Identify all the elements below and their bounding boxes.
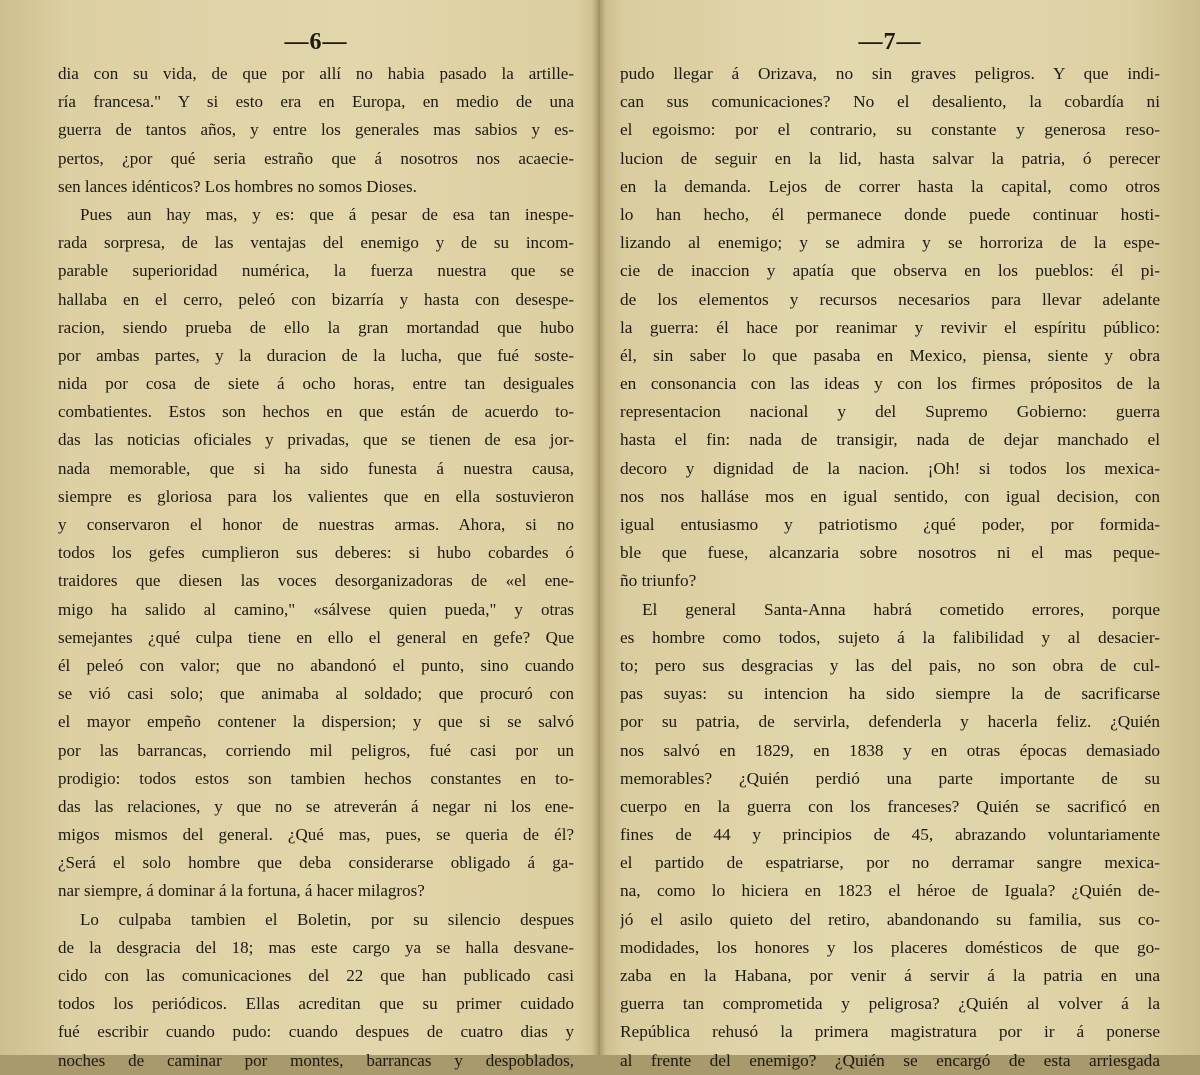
- text-line: hasta el fin: nada de transigir, nada de dejar manchado el: [620, 430, 1160, 450]
- text-line: de los elementos y recursos necesarios para llevar adelante: [620, 289, 1160, 309]
- text-line: al frente del enemigo? ¿Quién se encargó de esta arriesgada: [620, 1050, 1160, 1070]
- text-line: lizando al enemigo; y se admira y se horroriza de la espe-: [620, 233, 1160, 253]
- text-line: pudo llegar á Orizava, no sin graves peligros. Y que indi-: [620, 64, 1160, 83]
- text-line: prodigio: todos estos son tambien hechos constantes en to-: [58, 768, 574, 788]
- text-line: dia con su vida, de que por allí no habia pasado la artille-: [58, 64, 574, 83]
- text-line: por su patria, de servirla, defenderla y hacerla feliz. ¿Quién: [620, 712, 1160, 732]
- text-line: de la desgracia del 18; mas este cargo ya se halla desvane-: [58, 937, 574, 957]
- text-line: ría francesa." Y si esto era en Europa, en medio de una: [58, 92, 574, 112]
- text-line: to; pero sus desgracias y las del pais, no son obra de cul-: [620, 655, 1160, 675]
- text-line: noches de caminar por montes, barrancas y despoblados,: [58, 1050, 574, 1070]
- text-line: zaba en la Habana, por venir á servir á la patria en una: [620, 966, 1160, 985]
- text-line: decoro y dignidad de la nacion. ¡Oh! si todos los mexica-: [620, 458, 1160, 478]
- right-page: [620, 28, 1160, 1070]
- text-line: guerra de tantos años, y entre los generales mas sabios y es-: [58, 120, 574, 140]
- left-page-text: [58, 60, 574, 1075]
- text-line: migo ha salido al camino," «sálvese quien pueda," y otras: [58, 599, 574, 619]
- text-line: cido con las comunicaciones del 22 que han publicado casi: [58, 966, 574, 985]
- text-line: siempre es gloriosa para los valientes que en ella sostuvieron: [58, 486, 574, 506]
- book-gutter: [592, 0, 606, 1055]
- text-line: fué escribir cuando pudo: cuando despues de cuatro dias y: [58, 1022, 574, 1042]
- text-line: combatientes. Estos son hechos en que están de acuerdo to-: [58, 402, 574, 422]
- text-line: se vió casi solo; que animaba al soldado; que procuró con: [58, 684, 574, 704]
- text-line: él peleó con valor; que no abandonó el punto, sino cuando: [58, 655, 574, 675]
- text-line: memorables? ¿Quién perdió una parte importante de su: [620, 768, 1160, 788]
- text-line: por ambas partes, y la duracion de la lucha, que fué soste-: [58, 345, 574, 365]
- text-line: jó el asilo quieto del retiro, abandonando su familia, sus co-: [620, 909, 1160, 929]
- page-number-right: —7—: [858, 29, 922, 55]
- text-line: guerra tan comprometida y peligrosa? ¿Quién al volver á la: [620, 994, 1160, 1014]
- text-line: ¿Será el solo hombre que deba considerarse obligado á ga-: [58, 853, 574, 873]
- text-line: ble que fuese, alcanzaria sobre nosotros ni el mas peque-: [620, 543, 1160, 563]
- text-line: traidores que diesen las voces desorganizadoras de «el ene-: [58, 571, 574, 591]
- text-line: semejantes ¿qué culpa tiene en ello el general en gefe? Que: [58, 627, 574, 647]
- text-line: en la demanda. Lejos de correr hasta la capital, como otros: [620, 176, 1160, 196]
- text-line: can sus comunicaciones? No el desaliento, la cobardía ni: [620, 92, 1160, 112]
- text-line: nar siempre, á dominar á la fortuna, á hacer milagros?: [58, 881, 425, 901]
- text-line: él, sin saber lo que pasaba en Mexico, piensa, siente y obra: [620, 345, 1160, 365]
- text-line: República rehusó la primera magistratura por ir á ponerse: [620, 1022, 1160, 1042]
- text-line: todos los gefes cumplieron sus deberes: si hubo cobardes ó: [58, 543, 574, 563]
- text-line: sen lances idénticos? Los hombres no somos Dioses.: [58, 176, 417, 196]
- text-line: modidades, los honores y los placeres domésticos de que go-: [620, 937, 1160, 957]
- text-line: nada memorable, que si ha sido funesta á nuestra causa,: [58, 458, 574, 478]
- page-number-left: —6—: [284, 29, 348, 55]
- text-line: pas suyas: su intencion ha sido siempre la de sacrificarse: [620, 684, 1160, 704]
- text-line: el egoismo: por el contrario, su constante y generosa reso-: [620, 120, 1160, 140]
- text-line: nida por cosa de siete á ocho horas, entre tan desiguales: [58, 374, 574, 394]
- text-line: la guerra: él hace por reanimar y revivir el espíritu público:: [620, 317, 1160, 337]
- text-line: migos mismos del general. ¿Qué mas, pues, se queria de él?: [58, 825, 574, 845]
- text-line: en consonancia con las ideas y con los firmes própositos de la: [620, 374, 1160, 394]
- text-line: lo han hecho, él permanece donde puede continuar hosti-: [620, 204, 1160, 224]
- text-line: rada sorpresa, de las ventajas del enemigo y de su incom-: [58, 233, 574, 253]
- text-line: el partido de espatriarse, por no derramar sangre mexica-: [620, 853, 1160, 873]
- text-line: cuerpo en la guerra con los franceses? Quién se sacrificó en: [620, 796, 1160, 816]
- right-page-text: [620, 60, 1160, 1075]
- text-line: igual entusiasmo y patriotismo ¿qué poder, por formida-: [620, 515, 1160, 534]
- text-line: hallaba en el cerro, peleó con bizarría y hasta con desespe-: [58, 289, 574, 309]
- text-line: Lo culpaba tambien el Boletin, por su silencio despues: [80, 909, 574, 929]
- text-line: das las noticias oficiales y privadas, que se tienen de esa jor-: [58, 430, 574, 450]
- text-line: na, como lo hiciera en 1823 el héroe de Iguala? ¿Quién de-: [620, 881, 1160, 901]
- text-line: El general Santa-Anna habrá cometido errores, porque: [642, 599, 1160, 619]
- text-line: das las relaciones, y que no se atreverán á negar ni los ene-: [58, 796, 574, 816]
- text-line: fines de 44 y principios de 45, abrazando voluntariamente: [620, 825, 1160, 845]
- text-line: lucion de seguir en la lid, hasta salvar la patria, ó perecer: [620, 148, 1160, 168]
- text-line: por las barrancas, corriendo mil peligros, fué casi por un: [58, 740, 574, 760]
- text-line: es hombre como todos, sujeto á la falibilidad y al desacier-: [620, 627, 1160, 647]
- text-line: y conservaron el honor de nuestras armas. Ahora, si no: [58, 515, 574, 534]
- text-line: nos salvó en 1829, en 1838 y en otras épocas demasiado: [620, 740, 1160, 760]
- text-line: pertos, ¿por qué seria estraño que á nosotros nos acaecie-: [58, 148, 574, 168]
- text-line: cie de inaccion y apatía que observa en los pueblos: él pi-: [620, 261, 1160, 281]
- text-line: racion, siendo prueba de ello la gran mortandad que hubo: [58, 317, 574, 337]
- text-line: todos los periódicos. Ellas acreditan que su primer cuidado: [58, 994, 574, 1014]
- text-line: representacion nacional y del Supremo Gobierno: guerra: [620, 402, 1160, 422]
- left-page: [58, 28, 574, 1070]
- text-line: ño triunfo?: [620, 571, 697, 591]
- text-line: parable superioridad numérica, la fuerza nuestra que se: [58, 261, 574, 281]
- text-line: Pues aun hay mas, y es: que á pesar de esa tan inespe-: [80, 204, 574, 224]
- text-line: nos nos halláse mos en igual sentido, con igual decision, con: [620, 486, 1160, 506]
- text-line: el mayor empeño contener la dispersion; y que si se salvó: [58, 712, 574, 732]
